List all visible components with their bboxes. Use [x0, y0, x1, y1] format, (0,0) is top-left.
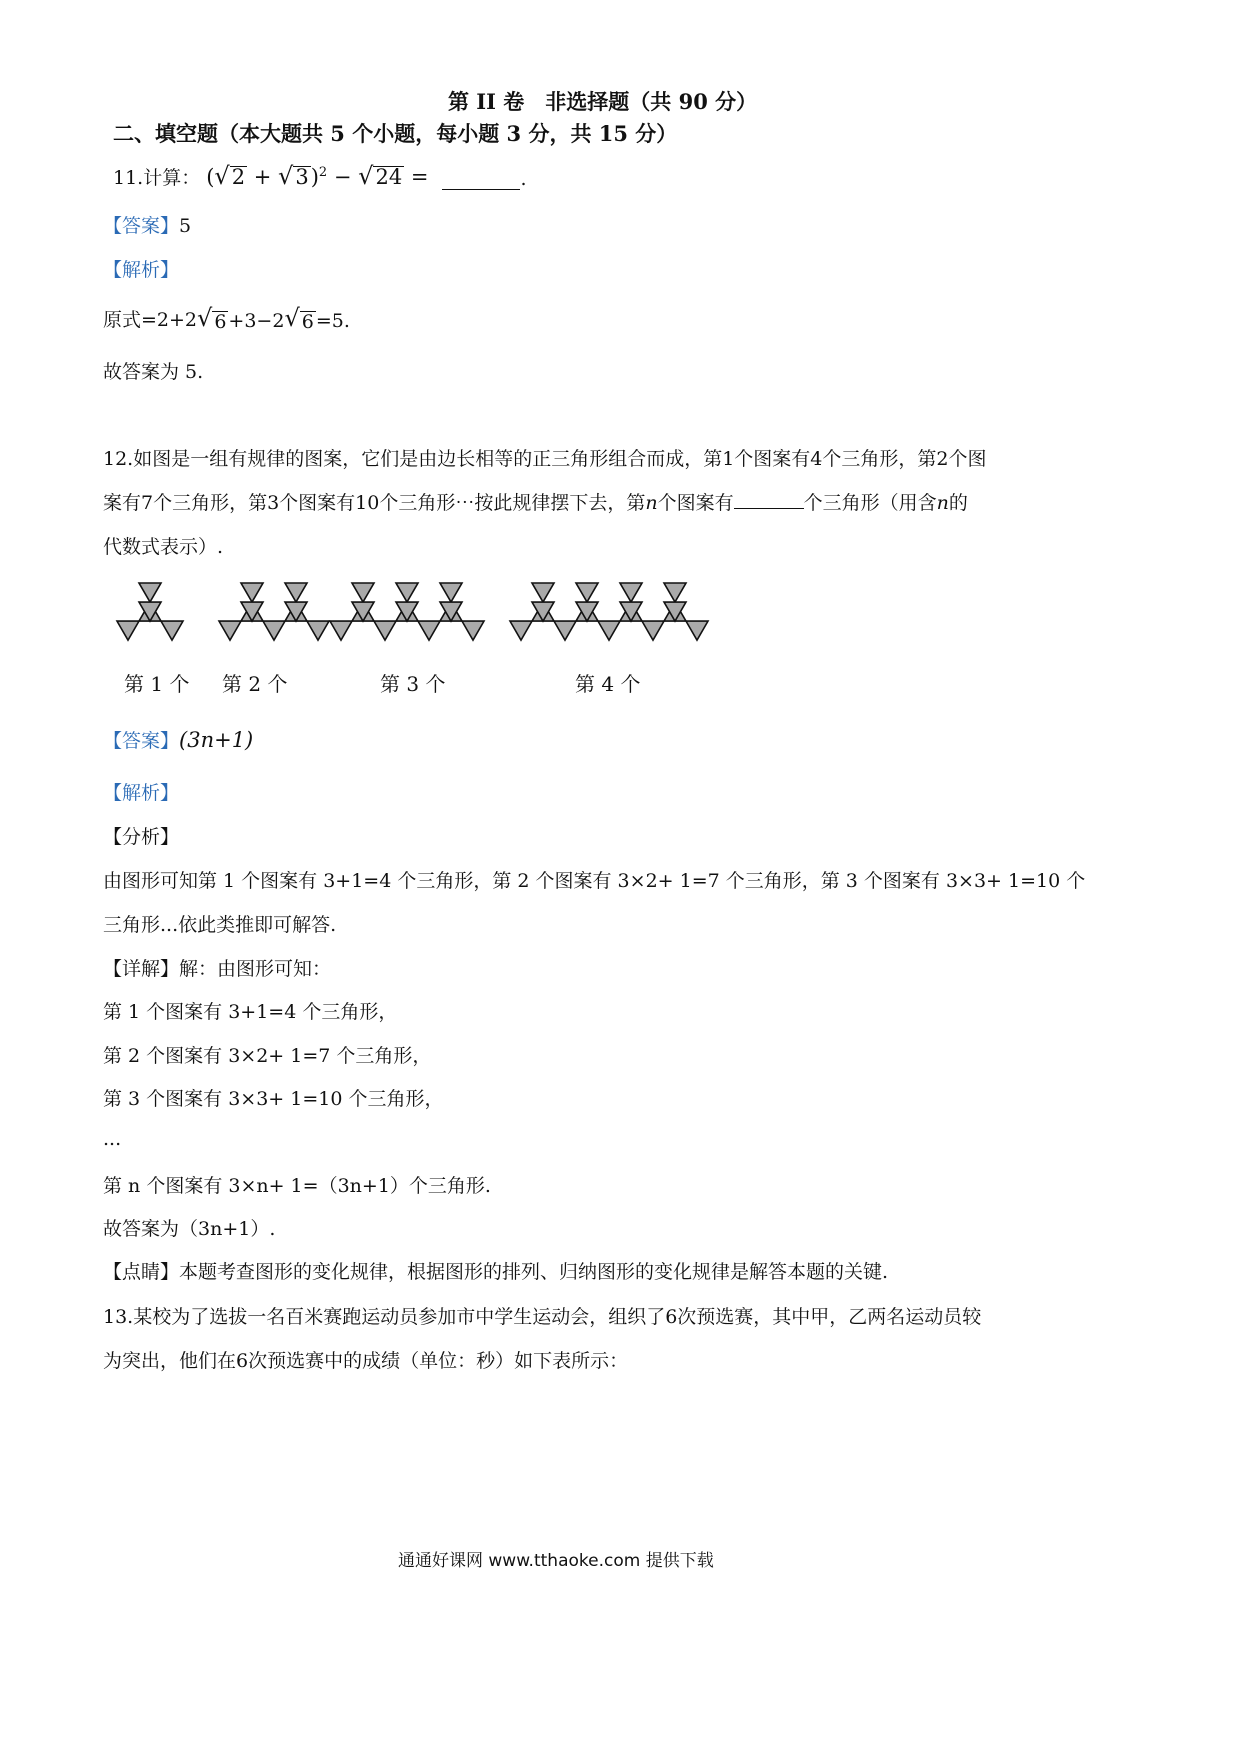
small-triangle [241, 583, 263, 602]
small-triangle [161, 621, 183, 640]
answer-tag: 【答案】 [103, 730, 180, 752]
small-triangle [510, 621, 532, 640]
radical-icon: √ [197, 304, 213, 332]
radical-icon: √ [358, 162, 374, 190]
small-triangle [554, 621, 576, 640]
small-triangle [576, 583, 598, 602]
q11-answer: 5 [179, 215, 192, 237]
q12-line2d: 的 [948, 492, 968, 514]
question-11 [113, 162, 527, 190]
q12-line3: 代数式表示）. [103, 536, 224, 558]
dianjing-tag: 【点睛】 [103, 1261, 180, 1283]
q12-line2b: 个图案有 [657, 492, 734, 514]
q11-work [103, 304, 350, 332]
radical-icon: √ [284, 304, 300, 332]
q11-end: . [520, 168, 527, 190]
part-title: 二、填空题（本大题共 5 个小题，每小题 3 分，共 15 分） [113, 121, 678, 146]
answer-blank [442, 171, 520, 190]
small-triangle [598, 621, 620, 640]
q12-line2a: 案有7个三角形，第3个图案有10个三角形⋯按此规律摆下去，第 [103, 492, 646, 514]
q12-line2c: 个三角形（用含 [803, 492, 937, 514]
small-triangle [532, 583, 554, 602]
q11-formula [206, 162, 428, 190]
detail-line: 第 2 个图案有 3×2+ 1=7 个三角形， [103, 1045, 432, 1067]
radicand-6: 6 [301, 311, 314, 333]
fig-label-1: 第 1 个 [124, 672, 190, 696]
paren-open: ( [206, 165, 215, 189]
detail-line: 第 n 个图案有 3×n+ 1=（3n+1）个三角形. [103, 1175, 491, 1197]
work-part-b: +3−2 [228, 310, 285, 332]
detail-line: 故答案为（3n+1）. [103, 1218, 276, 1240]
q13-line2: 为突出，他们在6次预选赛中的成绩（单位：秒）如下表所示： [103, 1350, 629, 1372]
work-part-a: 原式=2+2 [103, 309, 198, 331]
small-triangle [352, 583, 374, 602]
small-triangle [462, 621, 484, 640]
q12-detail [103, 954, 331, 981]
triangle-pattern-figure [105, 575, 745, 660]
var-n: n [645, 492, 658, 514]
small-triangle [263, 621, 285, 640]
detail-tag: 【详解】 [103, 958, 180, 980]
answer-tag: 【答案】 [103, 215, 180, 237]
radical-icon: √ [214, 162, 230, 190]
small-triangle [686, 621, 708, 640]
small-triangle [330, 621, 352, 640]
detail-line: 第 1 个图案有 3+1=4 个三角形， [103, 1001, 398, 1023]
q12-line2 [103, 488, 968, 515]
answer-blank [734, 490, 804, 509]
small-triangle [440, 583, 462, 602]
radicand-2: 2 [231, 165, 246, 189]
fig-label-2: 第 2 个 [222, 672, 288, 696]
small-triangle [396, 583, 418, 602]
fig-label-3: 第 3 个 [380, 672, 446, 696]
minus-sign: − [327, 165, 359, 189]
q12-answer-line [103, 726, 253, 753]
dianjing-text: 本题考查图形的变化规律，根据图形的排列、归纳图形的变化规律是解答本题的关键. [179, 1261, 889, 1283]
radicand-24: 24 [375, 165, 403, 189]
small-triangle [285, 583, 307, 602]
q11-conclusion: 故答案为 5. [103, 361, 204, 383]
equals-sign: = [404, 165, 429, 189]
detail-intro: 解：由图形可知： [179, 958, 332, 980]
small-triangle [307, 621, 329, 640]
q13-line1: 13.某校为了选拔一名百米赛跑运动员参加市中学生运动会，组织了6次预选赛，其中甲，乙两名运动员较 [103, 1306, 982, 1328]
small-triangle [664, 583, 686, 602]
small-triangle [620, 583, 642, 602]
small-triangle [642, 621, 664, 640]
radicand-6: 6 [214, 311, 227, 333]
fig-label-4: 第 4 个 [575, 672, 641, 696]
var-n: n [936, 492, 949, 514]
q11-answer-line [103, 211, 191, 238]
q12-dianjing [103, 1257, 888, 1284]
small-triangle [219, 621, 241, 640]
section-title: 第 II 卷 非选择题（共 90 分） [448, 89, 758, 114]
exponent: 2 [318, 165, 328, 180]
plus-sign: + [247, 165, 279, 189]
small-triangle [117, 621, 139, 640]
paren-close: ) [310, 165, 319, 189]
small-triangle [418, 621, 440, 640]
footer-watermark: 通通好课网 www.tthaoke.com 提供下载 [398, 1551, 714, 1571]
work-part-c: =5. [315, 310, 350, 332]
q12-answer: (3n+1) [179, 728, 254, 752]
q12-fenxi-tag: 【分析】 [103, 826, 180, 848]
q12-line1: 12.如图是一组有规律的图案，它们是由边长相等的正三角形组合而成，第1个图案有4个三角形，第2个图 [103, 448, 987, 470]
q11-prefix: 11.计算： [113, 167, 201, 189]
detail-line: ... [103, 1128, 122, 1150]
small-triangle [374, 621, 396, 640]
radical-icon: √ [278, 162, 294, 190]
small-triangle [139, 583, 161, 602]
q11-analysis-tag: 【解析】 [103, 259, 180, 281]
detail-line: 第 3 个图案有 3×3+ 1=10 个三角形， [103, 1088, 444, 1110]
q12-analysis-tag: 【解析】 [103, 782, 180, 804]
q12-fenxi-line2: 三角形...依此类推即可解答. [103, 914, 337, 936]
q12-fenxi-line1: 由图形可知第 1 个图案有 3+1=4 个三角形，第 2 个图案有 3×2+ 1=7 个三角形，第 3 个图案有 3×3+ 1=10 个 [103, 870, 1086, 892]
radicand-3: 3 [295, 165, 309, 189]
